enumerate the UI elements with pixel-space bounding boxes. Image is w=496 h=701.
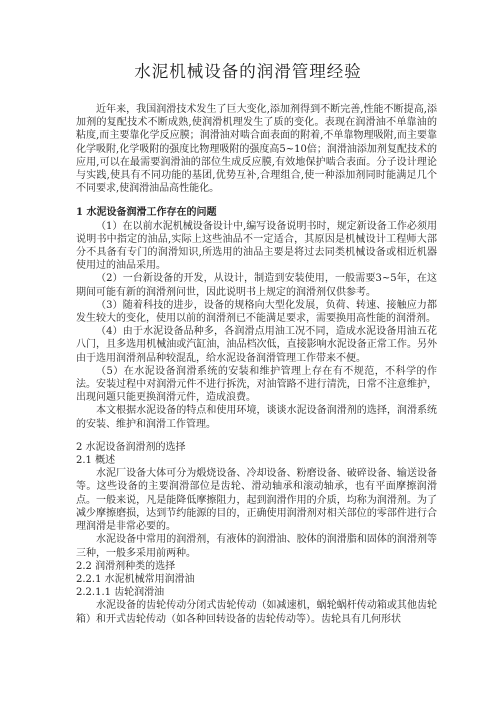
section-1-item-2: （2）一台新设备的开发，从设计，制造到安装使用，一般需要3~5年，在这期间可能有新的润滑剂问世，因此说明书上规定的润滑剂仅供参考。 xyxy=(76,273,437,298)
section-1-item-4: （4）由于水泥设备品种多，各润滑点用油工况不同，造成水泥设备用油五花八门，且多选用机械油或汽缸油，油品档次低，直接影响水泥设备正常工作。另外由于选用润滑剂品种较混乱，给水泥设备润滑管理工作带来不便。 xyxy=(76,326,437,364)
section-1-item-3: （3）随着科技的进步，设备的规格向大型化发展，负荷、转速、接触应力都发生较大的变化，使用以前的润滑剂已不能满足要求，需要换用高性能的润滑剂。 xyxy=(76,299,437,325)
section-2-2-1-heading: 2.2.1 水泥机械常用润滑油 xyxy=(76,573,195,585)
section-1-item-1: （1）在以前水泥机械设备设计中,编写设备说明书时，规定新设备工作必须用说明书中指定的油品,实际上这些油品不一定适合，其原因是机械设计工程师大部分不具备有专门的润滑知识,所选用的油品主要是将过去同类机械设备或相近机器使用过的油品采用。 xyxy=(76,220,437,272)
section-2-2-1-1-paragraph: 水泥设备的齿轮传动分闭式齿轮传动（如减速机，蜗轮蜗杆传动箱或其他齿轮箱）和开式齿轮传动（如各种回转设备的齿轮传动等）。齿轮具有几何形状 xyxy=(76,600,437,625)
document-title: 水泥机械设备的润滑管理经验 xyxy=(134,62,362,81)
section-2-1-paragraph-2: 水泥设备中常用的润滑剂，有液体的润滑油、胶体的润滑脂和固体的润滑剂等三种，一般多采用前两种。 xyxy=(76,534,437,559)
intro-paragraph: 近年来，我国润滑技术发生了巨大变化,添加剂得到不断完善,性能不断提高,添加剂的复配技术不断成熟,使润滑机理发生了质的变化。表现在润滑油不单靠油的粘度,而主要靠化学反应膜；润滑油对啮合面表面的附着,不单靠物理吸附,而主要靠化学吸附,化学吸附的强度比物理吸附的强度高5~10倍；润滑油添加剂复配技术的应用,可以在最需要润滑油的部位生成反应膜,有效地保护啮合表面。分子设计理论与实践,使具有不同功能的基团,优势互补,合理组合,使一种添加剂同时能满足几个不同要求,使润滑油品高性能化。 xyxy=(76,104,437,195)
section-2-2-1-1-heading: 2.2.1.1 齿轮润滑油 xyxy=(76,587,165,599)
section-1-heading: 1 水泥设备润滑工作存在的问题 xyxy=(76,207,217,219)
section-2-1-paragraph-1: 水泥厂设备大体可分为煅烧设备、冷却设备、粉磨设备、破碎设备、输送设备等。这些设备的主要润滑部位是齿轮、滑动轴承和滚动轴承，也有平面摩擦润滑点。一般来说，凡是能降低摩擦阻力，起到润滑作用的介质，均称为润滑剂。为了减少摩擦磨损，达到节约能源的目的，正确使用润滑剂对相关部位的零部件进行合理润滑是非常必要的。 xyxy=(76,468,437,533)
section-2-heading: 2 水泥设备润滑剂的选择 xyxy=(76,441,186,453)
section-1-summary: 本文根据水泥设备的特点和使用环境，谈谈水泥设备润滑剂的选择，润滑系统的安装、维护和润滑工作管理。 xyxy=(76,405,437,430)
section-spacer xyxy=(76,431,437,441)
section-1-item-5: （5）在水泥设备润滑系统的安装和维护管理上存在有不规范，不科学的作法。安装过程中对润滑元件不进行拆洗，对油管路不进行清洗，日常不注意维护，出现问题只能更换润滑元件，造成浪费。 xyxy=(76,365,437,404)
document-body xyxy=(76,103,437,626)
section-2-2-heading: 2.2 润滑剂种类的选择 xyxy=(76,560,176,572)
section-2-1-heading: 2.1 概述 xyxy=(76,455,116,467)
